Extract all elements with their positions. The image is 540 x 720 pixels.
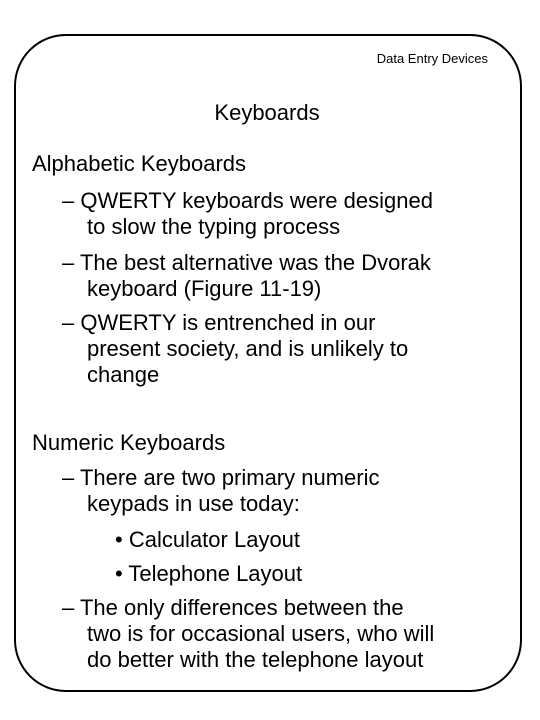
section-heading-numeric: Numeric Keyboards bbox=[32, 430, 226, 455]
alphabetic-item-2-line-2: keyboard (Figure 11-19) bbox=[87, 276, 322, 301]
alphabetic-item-3-line-2: present society, and is unlikely to bbox=[87, 336, 409, 361]
alphabetic-item-2-line-1: – The best alternative was the Dvorak bbox=[62, 250, 431, 275]
slide-header: Data Entry Devices bbox=[376, 51, 488, 66]
alphabetic-item-3-line-3: change bbox=[87, 362, 160, 387]
alphabetic-item-1-line-2: to slow the typing process bbox=[87, 214, 341, 239]
numeric-subitem-telephone: • Telephone Layout bbox=[115, 561, 303, 586]
alphabetic-item-3-line-1: – QWERTY is entrenched in our bbox=[62, 310, 376, 335]
numeric-item-1-line-1: – There are two primary numeric bbox=[62, 465, 380, 490]
numeric-subitem-calculator: • Calculator Layout bbox=[115, 527, 301, 552]
section-heading-alphabetic: Alphabetic Keyboards bbox=[32, 151, 247, 176]
alphabetic-item-1-line-1: – QWERTY keyboards were designed bbox=[62, 188, 433, 213]
numeric-item-2-line-1: – The only differences between the bbox=[62, 595, 404, 620]
numeric-item-2-line-2: two is for occasional users, who will bbox=[87, 621, 435, 646]
numeric-item-1-line-2: keypads in use today: bbox=[87, 491, 300, 516]
numeric-item-2-line-3: do better with the telephone layout bbox=[87, 647, 424, 672]
slide-title: Keyboards bbox=[214, 100, 320, 125]
